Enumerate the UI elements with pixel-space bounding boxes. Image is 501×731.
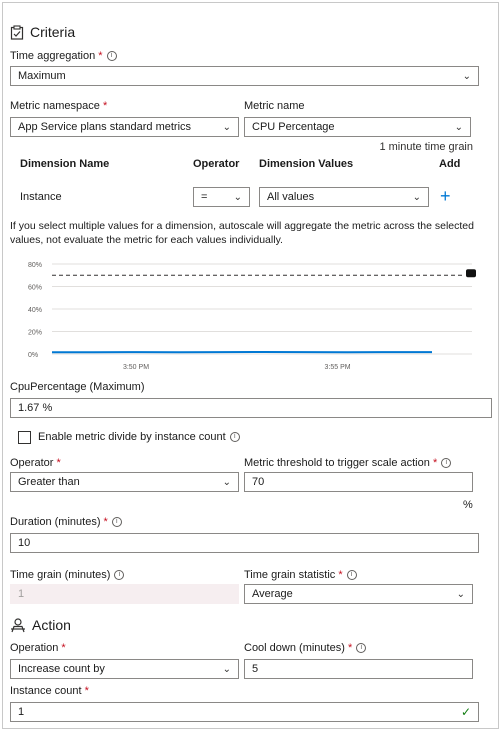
- clipboard-check-icon: [10, 25, 24, 40]
- operator-value: Greater than: [18, 476, 80, 488]
- cool-down-label: Cool down (minutes) * i: [244, 642, 366, 654]
- instance-count-input[interactable]: [10, 702, 479, 722]
- divide-by-instance-checkbox[interactable]: [18, 431, 31, 444]
- operator-header: Operator: [193, 158, 240, 170]
- metric-namespace-dropdown[interactable]: [10, 117, 239, 137]
- operator-label: Operator *: [10, 457, 61, 469]
- info-icon: i: [112, 517, 122, 527]
- divide-by-instance-label: Enable metric divide by instance count i: [38, 431, 240, 443]
- metric-value-field: [10, 398, 492, 418]
- metric-name-dropdown[interactable]: [244, 117, 471, 137]
- y-tick-label: 60%: [28, 284, 43, 292]
- y-tick-label: 40%: [28, 307, 43, 314]
- criteria-header: [10, 24, 75, 40]
- action-title: Action: [32, 617, 71, 633]
- duration-input[interactable]: [10, 533, 479, 553]
- metric-chart: [10, 255, 486, 375]
- threshold-handle: [466, 269, 476, 277]
- operation-label: Operation *: [10, 642, 66, 654]
- dimension-operator-value: =: [201, 191, 208, 203]
- add-header: Add: [439, 158, 461, 170]
- time-grain-note: 1 minute time grain: [379, 141, 473, 153]
- add-dimension-plus-icon[interactable]: +: [440, 186, 451, 206]
- chevron-down-icon: ⌄: [222, 121, 231, 133]
- metric-namespace-value: App Service plans standard metrics: [18, 121, 192, 133]
- aggregation-note: If you select multiple values for a dimension, autoscale will aggregate the metric across the selected values, not evaluate the metric for each values individually.: [10, 220, 474, 246]
- threshold-value: 70: [252, 476, 265, 488]
- scale-person-icon: [10, 618, 26, 633]
- info-icon: i: [441, 458, 451, 468]
- time-grain-statistic-value: Average: [252, 588, 293, 600]
- chevron-down-icon: ⌄: [412, 191, 421, 203]
- chevron-down-icon: ⌄: [454, 121, 463, 133]
- time-grain-statistic-dropdown[interactable]: [244, 584, 473, 604]
- duration-label: Duration (minutes) * i: [10, 516, 122, 528]
- metric-name-label: Metric name: [244, 100, 305, 112]
- metric-name-value: CPU Percentage: [252, 121, 335, 133]
- checkmark-icon: ✓: [460, 705, 471, 719]
- time-aggregation-dropdown[interactable]: [10, 66, 479, 86]
- chevron-down-icon: ⌄: [462, 70, 471, 82]
- info-icon: i: [107, 51, 117, 61]
- time-grain-label: Time grain (minutes) i: [10, 569, 124, 581]
- chevron-down-icon: ⌄: [456, 588, 465, 600]
- info-icon: i: [356, 643, 366, 653]
- time-aggregation-label: Time aggregation * i: [10, 50, 117, 62]
- cool-down-value: 5: [252, 663, 259, 675]
- chevron-down-icon: ⌄: [233, 191, 242, 203]
- dimension-operator-dropdown[interactable]: [193, 187, 250, 207]
- operator-dropdown[interactable]: [10, 472, 239, 492]
- chevron-down-icon: ⌄: [222, 663, 231, 675]
- time-grain-input: [10, 584, 239, 604]
- dimension-values-value: All values: [267, 191, 315, 203]
- action-header: [10, 617, 71, 633]
- y-tick-label: 20%: [28, 329, 43, 337]
- instance-count-value: 1: [18, 706, 25, 718]
- criteria-title: Criteria: [30, 24, 76, 40]
- time-grain-value: 1: [18, 588, 25, 600]
- duration-value: 10: [18, 537, 31, 549]
- metric-value-label: CpuPercentage (Maximum): [10, 381, 145, 393]
- x-tick-label: 3:55 PM: [324, 364, 351, 371]
- instance-count-label: Instance count *: [10, 685, 89, 697]
- threshold-input[interactable]: [244, 472, 473, 492]
- dimension-values-dropdown[interactable]: [259, 187, 429, 207]
- y-tick-label: 80%: [28, 262, 43, 269]
- time-grain-statistic-label: Time grain statistic * i: [244, 569, 357, 581]
- threshold-unit: %: [463, 499, 473, 511]
- operation-dropdown[interactable]: [10, 659, 239, 679]
- info-icon: i: [347, 570, 357, 580]
- x-tick-label: 3:50 PM: [122, 364, 150, 371]
- info-icon: i: [114, 570, 124, 580]
- dimension-row-name: Instance: [20, 191, 62, 203]
- dimension-values-header: Dimension Values: [259, 158, 354, 170]
- metric-value: 1.67 %: [18, 402, 53, 414]
- operation-value: Increase count by: [18, 663, 105, 675]
- chevron-down-icon: ⌄: [222, 476, 231, 488]
- metric-namespace-label: Metric namespace *: [10, 100, 108, 112]
- cool-down-input[interactable]: [244, 659, 473, 679]
- time-aggregation-value: Maximum: [18, 70, 66, 82]
- y-tick-label: 0%: [28, 352, 39, 359]
- threshold-label: Metric threshold to trigger scale action * i: [244, 457, 451, 469]
- info-icon: i: [230, 432, 240, 442]
- dimension-name-header: Dimension Name: [20, 158, 110, 170]
